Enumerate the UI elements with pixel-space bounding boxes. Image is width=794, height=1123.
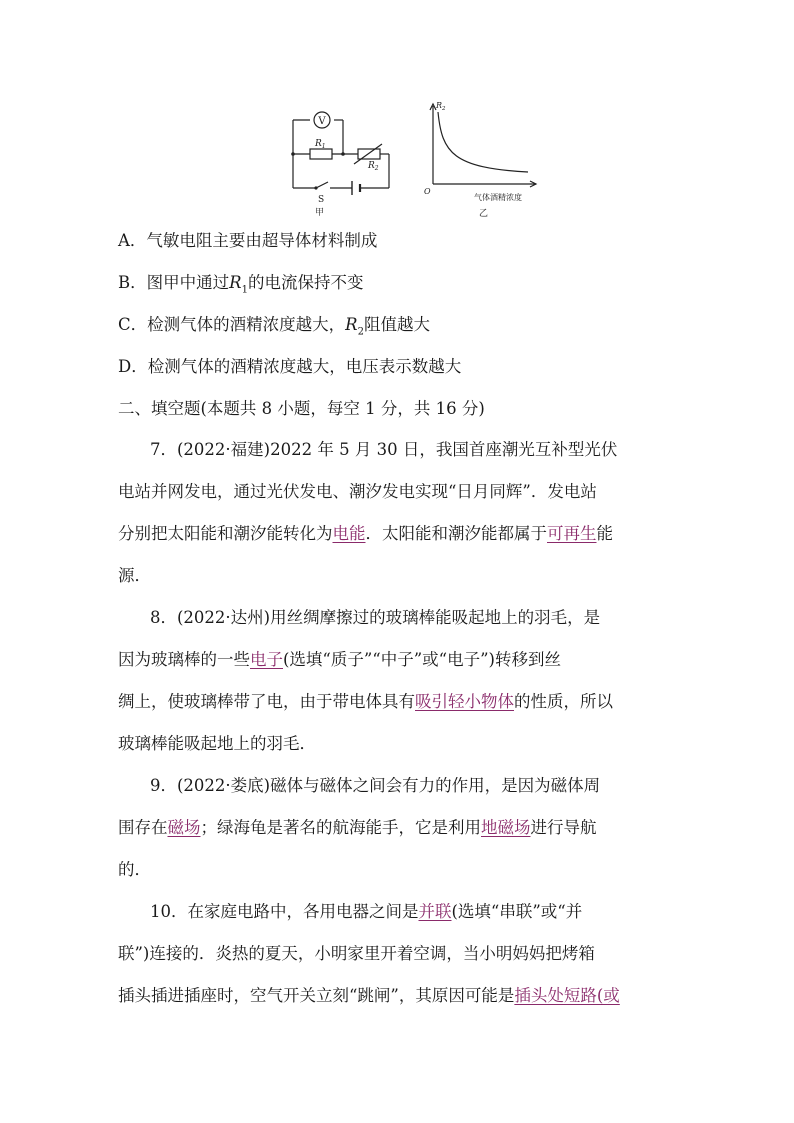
option-b: B．图甲中通过$R_1$的电流保持不变 [118, 273, 364, 296]
circuit-diagram [293, 120, 389, 195]
question-figure [288, 98, 558, 226]
q8-answer-1: 电子 [250, 650, 283, 669]
q9-answer-1: 磁场 [167, 818, 201, 837]
graph-origin-label: O [424, 187, 431, 196]
q9-line-3: 的． [118, 860, 151, 879]
q10-answer-2: 插头处短路(或 [514, 986, 620, 1005]
graph-caption: 乙 [479, 209, 489, 219]
option-d: D．检测气体的酒精浓度越大，电压表示数越大 [118, 357, 462, 376]
q10-answer-1: 并联 [418, 902, 452, 921]
q8-line-3: 绸上，使玻璃棒带了电，由于带电体具有吸引轻小物体的性质，所以 [118, 692, 613, 711]
r1-label: $R_1$ [315, 139, 326, 150]
r2-label: $R_2$ [368, 161, 379, 172]
r1-resistor [310, 149, 332, 159]
q7-line-1: 7．(2022·福建)2022 年 5 月 30 日，我国首座潮光互补型光伏 [150, 440, 618, 459]
q7-line-4: 源． [118, 566, 151, 585]
q9-answer-2: 地磁场 [481, 818, 531, 837]
q8-line-2: 因为玻璃棒的一些电子(选填“质子”“中子”或“电子”)转移到丝 [118, 650, 561, 669]
q7-answer-2: 可再生 [547, 524, 597, 543]
graph-y-label: $R_2$ [436, 101, 446, 112]
q10-line-2: 联”)连接的．炎热的夏天，小明家里开着空调，当小明妈妈把烤箱 [118, 944, 595, 963]
q10-line-3: 插头插进插座时，空气开关立刻“跳闸”，其原因可能是插头处短路(或 [118, 986, 620, 1005]
q7-answer-1: 电能 [332, 524, 366, 543]
switch-label: S [318, 195, 325, 205]
q8-line-1: 8．(2022·达州)用丝绸摩擦过的玻璃棒能吸起地上的羽毛，是 [150, 608, 601, 627]
circuit-and-graph-figure [288, 98, 558, 226]
q9-line-1: 9．(2022·娄底)磁体与磁体之间会有力的作用，是因为磁体周 [150, 776, 601, 795]
graph-x-label: 气体酒精浓度 [474, 193, 522, 202]
option-a: A．气敏电阻主要由超导体材料制成 [118, 231, 378, 250]
voltmeter-label: V [318, 116, 326, 127]
q8-line-4: 玻璃棒能吸起地上的羽毛． [118, 734, 316, 753]
q7-line-3: 分别把太阳能和潮汐能转化为电能．太阳能和潮汐能都属于可再生能 [118, 524, 613, 543]
resistance-concentration-graph [430, 104, 536, 187]
circuit-caption: 甲 [315, 208, 325, 218]
q8-answer-2: 吸引轻小物体 [415, 692, 514, 711]
option-c: C．检测气体的酒精浓度越大，$R_2$阻值越大 [118, 315, 430, 338]
q10-line-1: 10．在家庭电路中，各用电器之间是并联(选填“串联”或“并 [150, 902, 583, 921]
section-heading: 二、填空题(本题共 8 小题，每空 1 分，共 16 分) [118, 399, 485, 418]
q9-line-2: 围存在磁场；绿海龟是著名的航海能手，它是利用地磁场进行导航 [118, 818, 597, 837]
q7-line-2: 电站并网发电，通过光伏发电、潮汐发电实现“日月同辉”．发电站 [118, 482, 597, 501]
